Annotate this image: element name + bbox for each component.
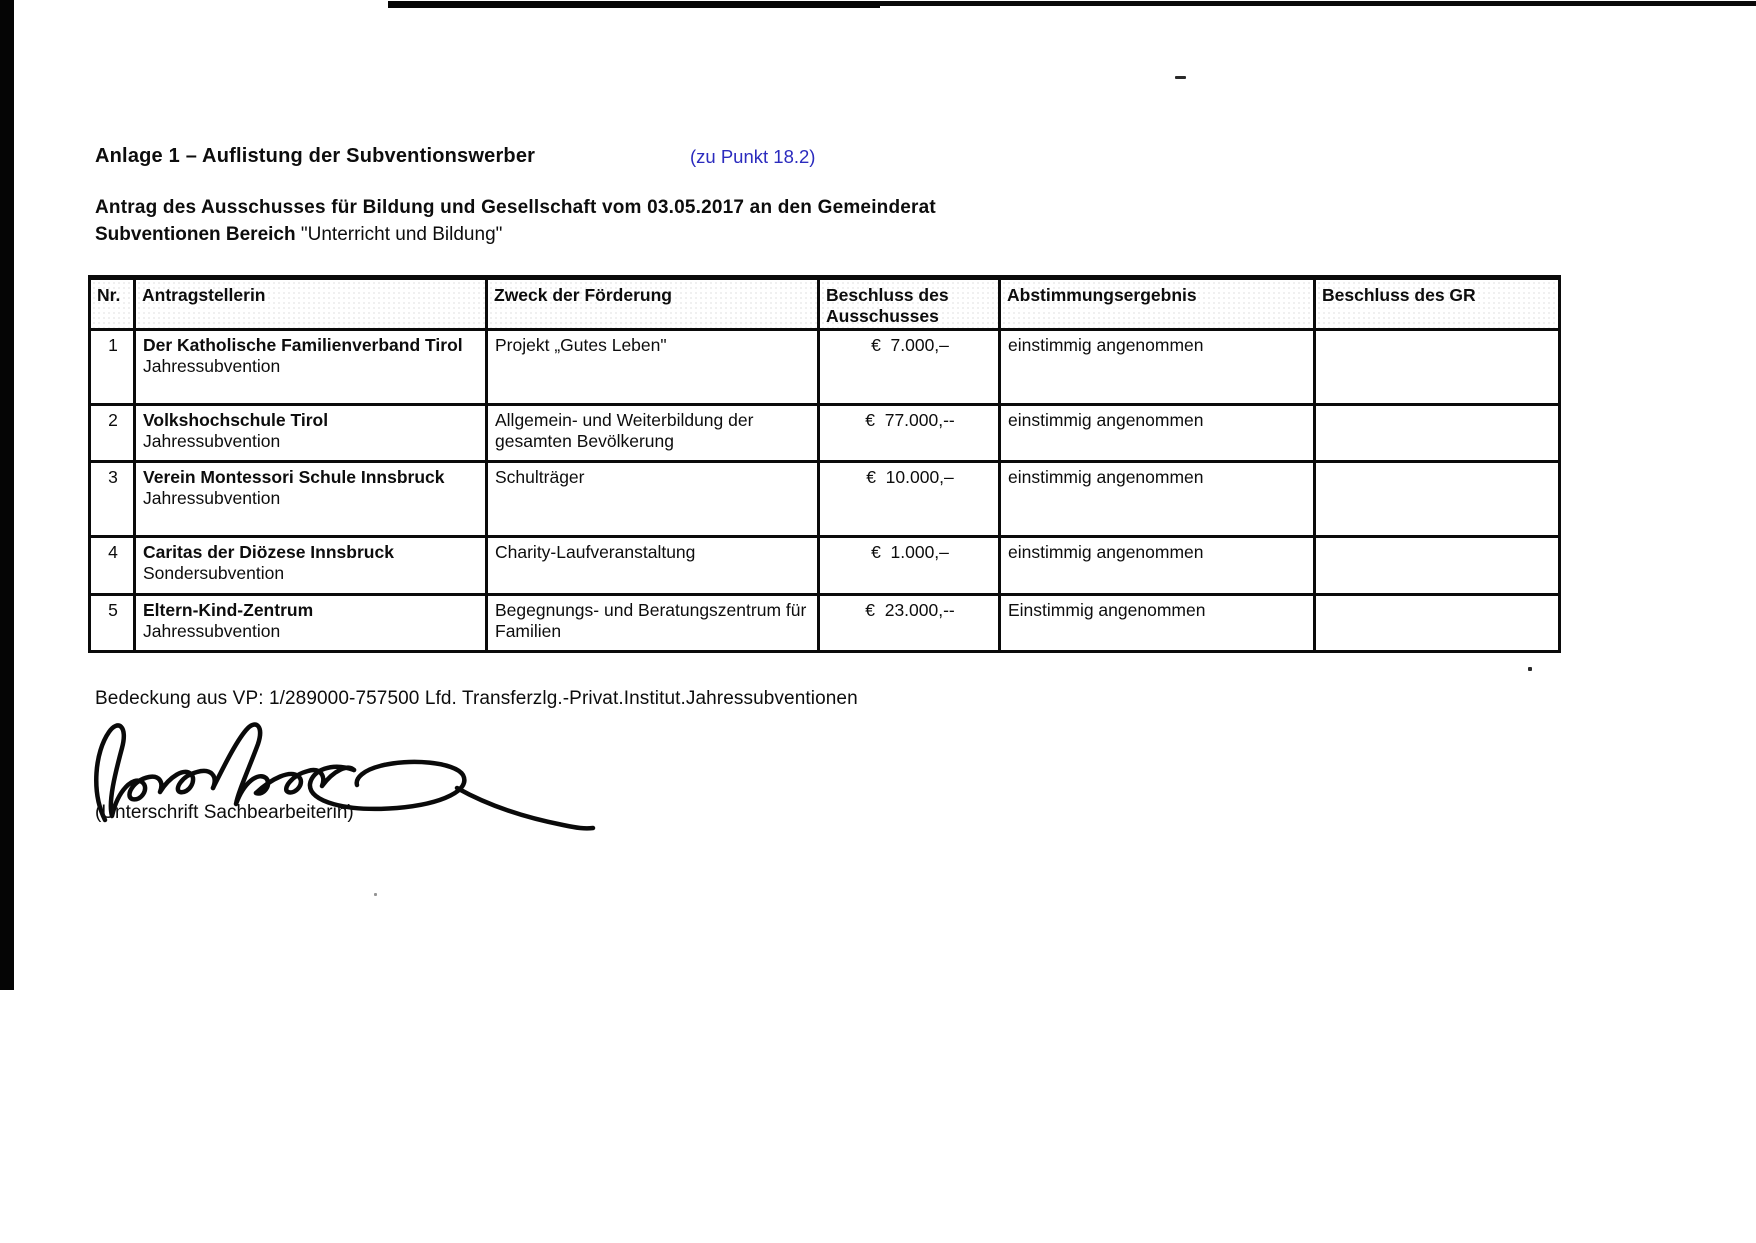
applicant-name: Volkshochschule Tirol — [143, 410, 329, 430]
header-abstimmungsergebnis: Abstimmungsergebnis — [1000, 278, 1315, 330]
subsidy-table — [88, 275, 1561, 653]
vote-result: einstimmig angenommen — [1000, 462, 1315, 537]
gr-decision — [1315, 330, 1560, 405]
table-header-row — [90, 278, 1560, 330]
row-number: 4 — [90, 537, 135, 595]
page-title: Anlage 1 – Auflistung der Subventionswerber — [95, 145, 536, 167]
section-quote: "Unterricht und Bildung" — [300, 224, 503, 245]
amount: € 7.000,– — [819, 330, 1000, 405]
applicant-cell — [135, 330, 487, 405]
scan-speck — [1528, 667, 1532, 671]
subvention-type: Jahressubvention — [143, 621, 281, 641]
header-nr: Nr. — [90, 278, 135, 330]
funding-purpose: Schulträger — [487, 462, 819, 537]
amount: € 23.000,-- — [819, 595, 1000, 652]
table-row — [90, 330, 1560, 405]
row-number: 2 — [90, 405, 135, 462]
row-number: 1 — [90, 330, 135, 405]
handwritten-signature — [85, 718, 605, 843]
title-row — [95, 145, 1595, 168]
gr-decision — [1315, 537, 1560, 595]
subvention-type: Sondersubvention — [143, 563, 285, 583]
motion-subtitle: Antrag des Ausschusses für Bildung und Gesellschaft vom 03.05.2017 an den Gemeinderat — [95, 197, 936, 218]
funding-purpose: Begegnungs- und Beratungszentrum für Familien — [487, 595, 819, 652]
budget-coverage-line: Bedeckung aus VP: 1/289000-757500 Lfd. Transferzlg.-Privat.Institut.Jahressubventionen — [95, 688, 858, 709]
funding-purpose: Charity-Laufveranstaltung — [487, 537, 819, 595]
scan-speck — [1175, 76, 1186, 79]
gr-decision — [1315, 405, 1560, 462]
signature-caption: (Unterschrift Sachbearbeiterin) — [95, 802, 354, 823]
applicant-name: Der Katholische Familienverband Tirol — [143, 335, 463, 355]
scan-edge-left-bar — [0, 0, 14, 990]
gr-decision — [1315, 462, 1560, 537]
amount: € 1.000,– — [819, 537, 1000, 595]
applicant-cell — [135, 462, 487, 537]
section-line — [95, 224, 502, 246]
funding-purpose: Allgemein- und Weiterbildung der gesamten Bevölkerung — [487, 405, 819, 462]
header-zweck: Zweck der Förderung — [487, 278, 819, 330]
scan-edge-top-line — [880, 1, 1756, 6]
subvention-type: Jahressubvention — [143, 488, 281, 508]
vote-result: einstimmig angenommen — [1000, 330, 1315, 405]
applicant-cell — [135, 405, 487, 462]
header-antragstellerin: Antragstellerin — [135, 278, 487, 330]
header-beschluss-gr: Beschluss des GR — [1315, 278, 1560, 330]
header-beschluss-ausschuss: Beschluss des Ausschusses — [819, 278, 1000, 330]
row-number: 3 — [90, 462, 135, 537]
subvention-type: Jahressubvention — [143, 431, 281, 451]
subvention-type: Jahressubvention — [143, 356, 281, 376]
applicant-cell — [135, 537, 487, 595]
applicant-name: Eltern-Kind-Zentrum — [143, 600, 314, 620]
amount: € 77.000,-- — [819, 405, 1000, 462]
table-row — [90, 537, 1560, 595]
scan-speck — [374, 893, 377, 896]
applicant-name: Caritas der Diözese Innsbruck — [143, 542, 394, 562]
vote-result: einstimmig angenommen — [1000, 405, 1315, 462]
row-number: 5 — [90, 595, 135, 652]
gr-decision — [1315, 595, 1560, 652]
funding-purpose: Projekt „Gutes Leben" — [487, 330, 819, 405]
vote-result: einstimmig angenommen — [1000, 537, 1315, 595]
amount: € 10.000,– — [819, 462, 1000, 537]
vote-result: Einstimmig angenommen — [1000, 595, 1315, 652]
agenda-point-reference: (zu Punkt 18.2) — [690, 146, 816, 167]
table-row — [90, 595, 1560, 652]
scan-edge-top-line — [388, 1, 880, 8]
applicant-name: Verein Montessori Schule Innsbruck — [143, 467, 445, 487]
table-row — [90, 462, 1560, 537]
table-row — [90, 405, 1560, 462]
section-label: Subventionen Bereich — [95, 224, 296, 245]
applicant-cell — [135, 595, 487, 652]
